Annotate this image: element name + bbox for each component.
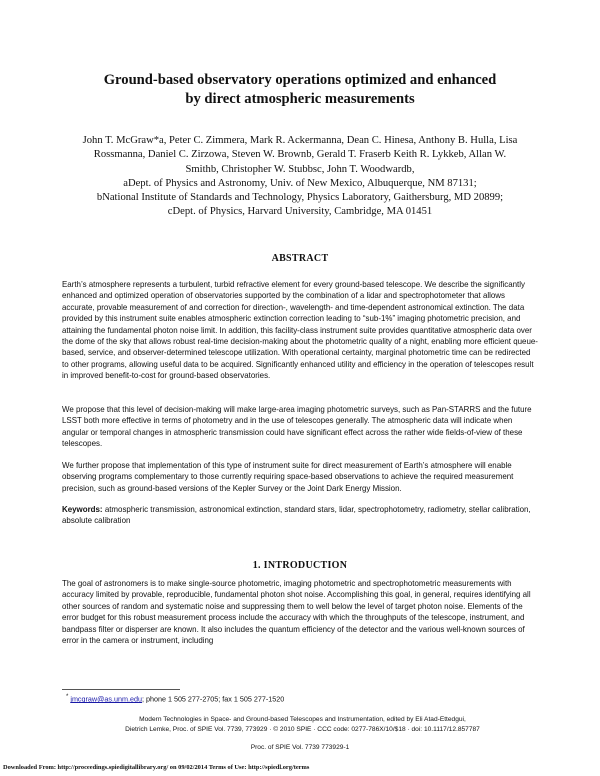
author-block — [60, 134, 540, 220]
citation-line-2: Dietrich Lemke, Proc. of SPIE Vol. 7739, 773929 · © 2010 SPIE · CCC code: 0277-786X/10/$18 · doi: 10.1117/12.857787 — [125, 725, 480, 733]
introduction-paragraph-1: The goal of astronomers is to make single-source photometric, imaging photometric and spectrophotometric measurements with accuracy limited by provable, reproducible, fundamental photon shot noise. Accomplishing this goal, in general, requires identifying all other sources of random and systematic noise and suppressing them to well below the level of target photon noise. Elements of the error budget for this robust measurement process include the accuracy with which the throughputs of the telescope, instrument, and bandpass filter or disperser are known. It also includes the quantum efficiency of the detector and the various well-known sources of error in the camera or instrument, including — [62, 579, 531, 646]
footnote-marker: * — [66, 694, 69, 700]
title-line-2: by direct atmospheric measurements — [185, 91, 415, 107]
keywords-label: Keywords: — [62, 505, 103, 514]
abstract-paragraph-3: We further propose that implementation of this type of instrument suite for direct measurement of Earth’s atmosphere will enable observing programs complementary to those currently requiring space-based observations to achieve the required measurement precision, such as ground-based versions of the Kepler Survey or the Joint Dark Energy Mission. — [62, 461, 514, 493]
paper-title — [50, 71, 550, 109]
page-number: Proc. of SPIE Vol. 7739 773929-1 — [250, 744, 350, 751]
footnote — [66, 692, 284, 704]
affiliation-b: bNational Institute of Standards and Technology, Physics Laboratory, Gaithersburg, MD 20899; — [96, 192, 504, 204]
footnote-contact: ; phone 1 505 277-2705; fax 1 505 277-1520 — [141, 694, 285, 704]
citation-line-1: Modern Technologies in Space- and Ground-based Telescopes and Instrumentation, edited by Eli Atad-Ettedgui, — [139, 716, 466, 723]
affiliation-a: aDept. of Physics and Astronomy, Univ. of New Mexico, Albuquerque, NM 87131; — [123, 177, 477, 189]
email-link[interactable]: jmcgraw@as.unm.edu — [70, 694, 142, 704]
download-notice: Downloaded From: http://proceedings.spiedigitallibrary.org/ on 09/02/2014 Terms of Use: http://spiedl.org/terms — [3, 764, 310, 771]
abstract-paragraph-2: We propose that this level of decision-making will make large-area imaging photometric surveys, such as Pan-STARRS and the future LSST both more effective in terms of photometry and in the use of telescopes generally. The atmospheric data will indicate when angular or temporal changes in atmospheric transmission could have significant effect across the rather wide fields-of-view of these telescopes. — [62, 405, 532, 449]
affiliation-c: cDept. of Physics, Harvard University, Cambridge, MA 01451 — [167, 206, 433, 218]
keywords — [62, 504, 539, 527]
authors-line-1: John T. McGraw*a, Peter C. Zimmera, Mark R. Ackermanna, Dean C. Hinesa, Anthony B. Hulla, Lisa — [82, 135, 518, 146]
section-heading-introduction: 1. INTRODUCTION — [252, 560, 348, 571]
title-line-1: Ground-based observatory operations optimized and enhanced — [103, 72, 497, 88]
abstract-heading: ABSTRACT — [271, 253, 329, 264]
proceedings-citation — [60, 715, 545, 734]
abstract-paragraph-1: Earth’s atmosphere represents a turbulent, turbid refractive element for every ground-based telescope. We describe the significantly enhanced and optimized operation of observatories supported by the combination of a lidar and spectrophotometer that allows accurate, provable measurement of and correction for direction-, wavelength- and time-dependent astronomical extinction. The data provided by this instrument suite enables atmospheric extinction correction leading to “sub-1%” imaging photometric precision, and attaining the fundamental photon noise limit. In addition, this facility-class instrument suite provides quantitative atmospheric data over the dome of the sky that allows robust real-time decision-making about the photometric quality of a night, enabling more efficient queue-based, service, and observer-determined telescope utilization. With operational certainty, marginal photometric time can be redirected to other programs, allowing useful data to be acquired. Significantly enhanced utility and efficiency in the operation of telescopes result in improved benefit-to-cost for ground-based observatories. — [62, 280, 538, 381]
keywords-text: atmospheric transmission, astronomical extinction, standard stars, lidar, spectrophotometry, radiometry, stellar calibration, absolute calibration — [62, 505, 531, 526]
footnote-divider — [62, 689, 180, 690]
authors-line-3: Smithb, Christopher W. Stubbsc, John T. Woodwardb, — [185, 163, 415, 175]
authors-line-2: Rossmanna, Daniel C. Zirzowa, Steven W. Brownb, Gerald T. Fraserb Keith R. Lykkeb, Allan W. — [93, 149, 507, 161]
